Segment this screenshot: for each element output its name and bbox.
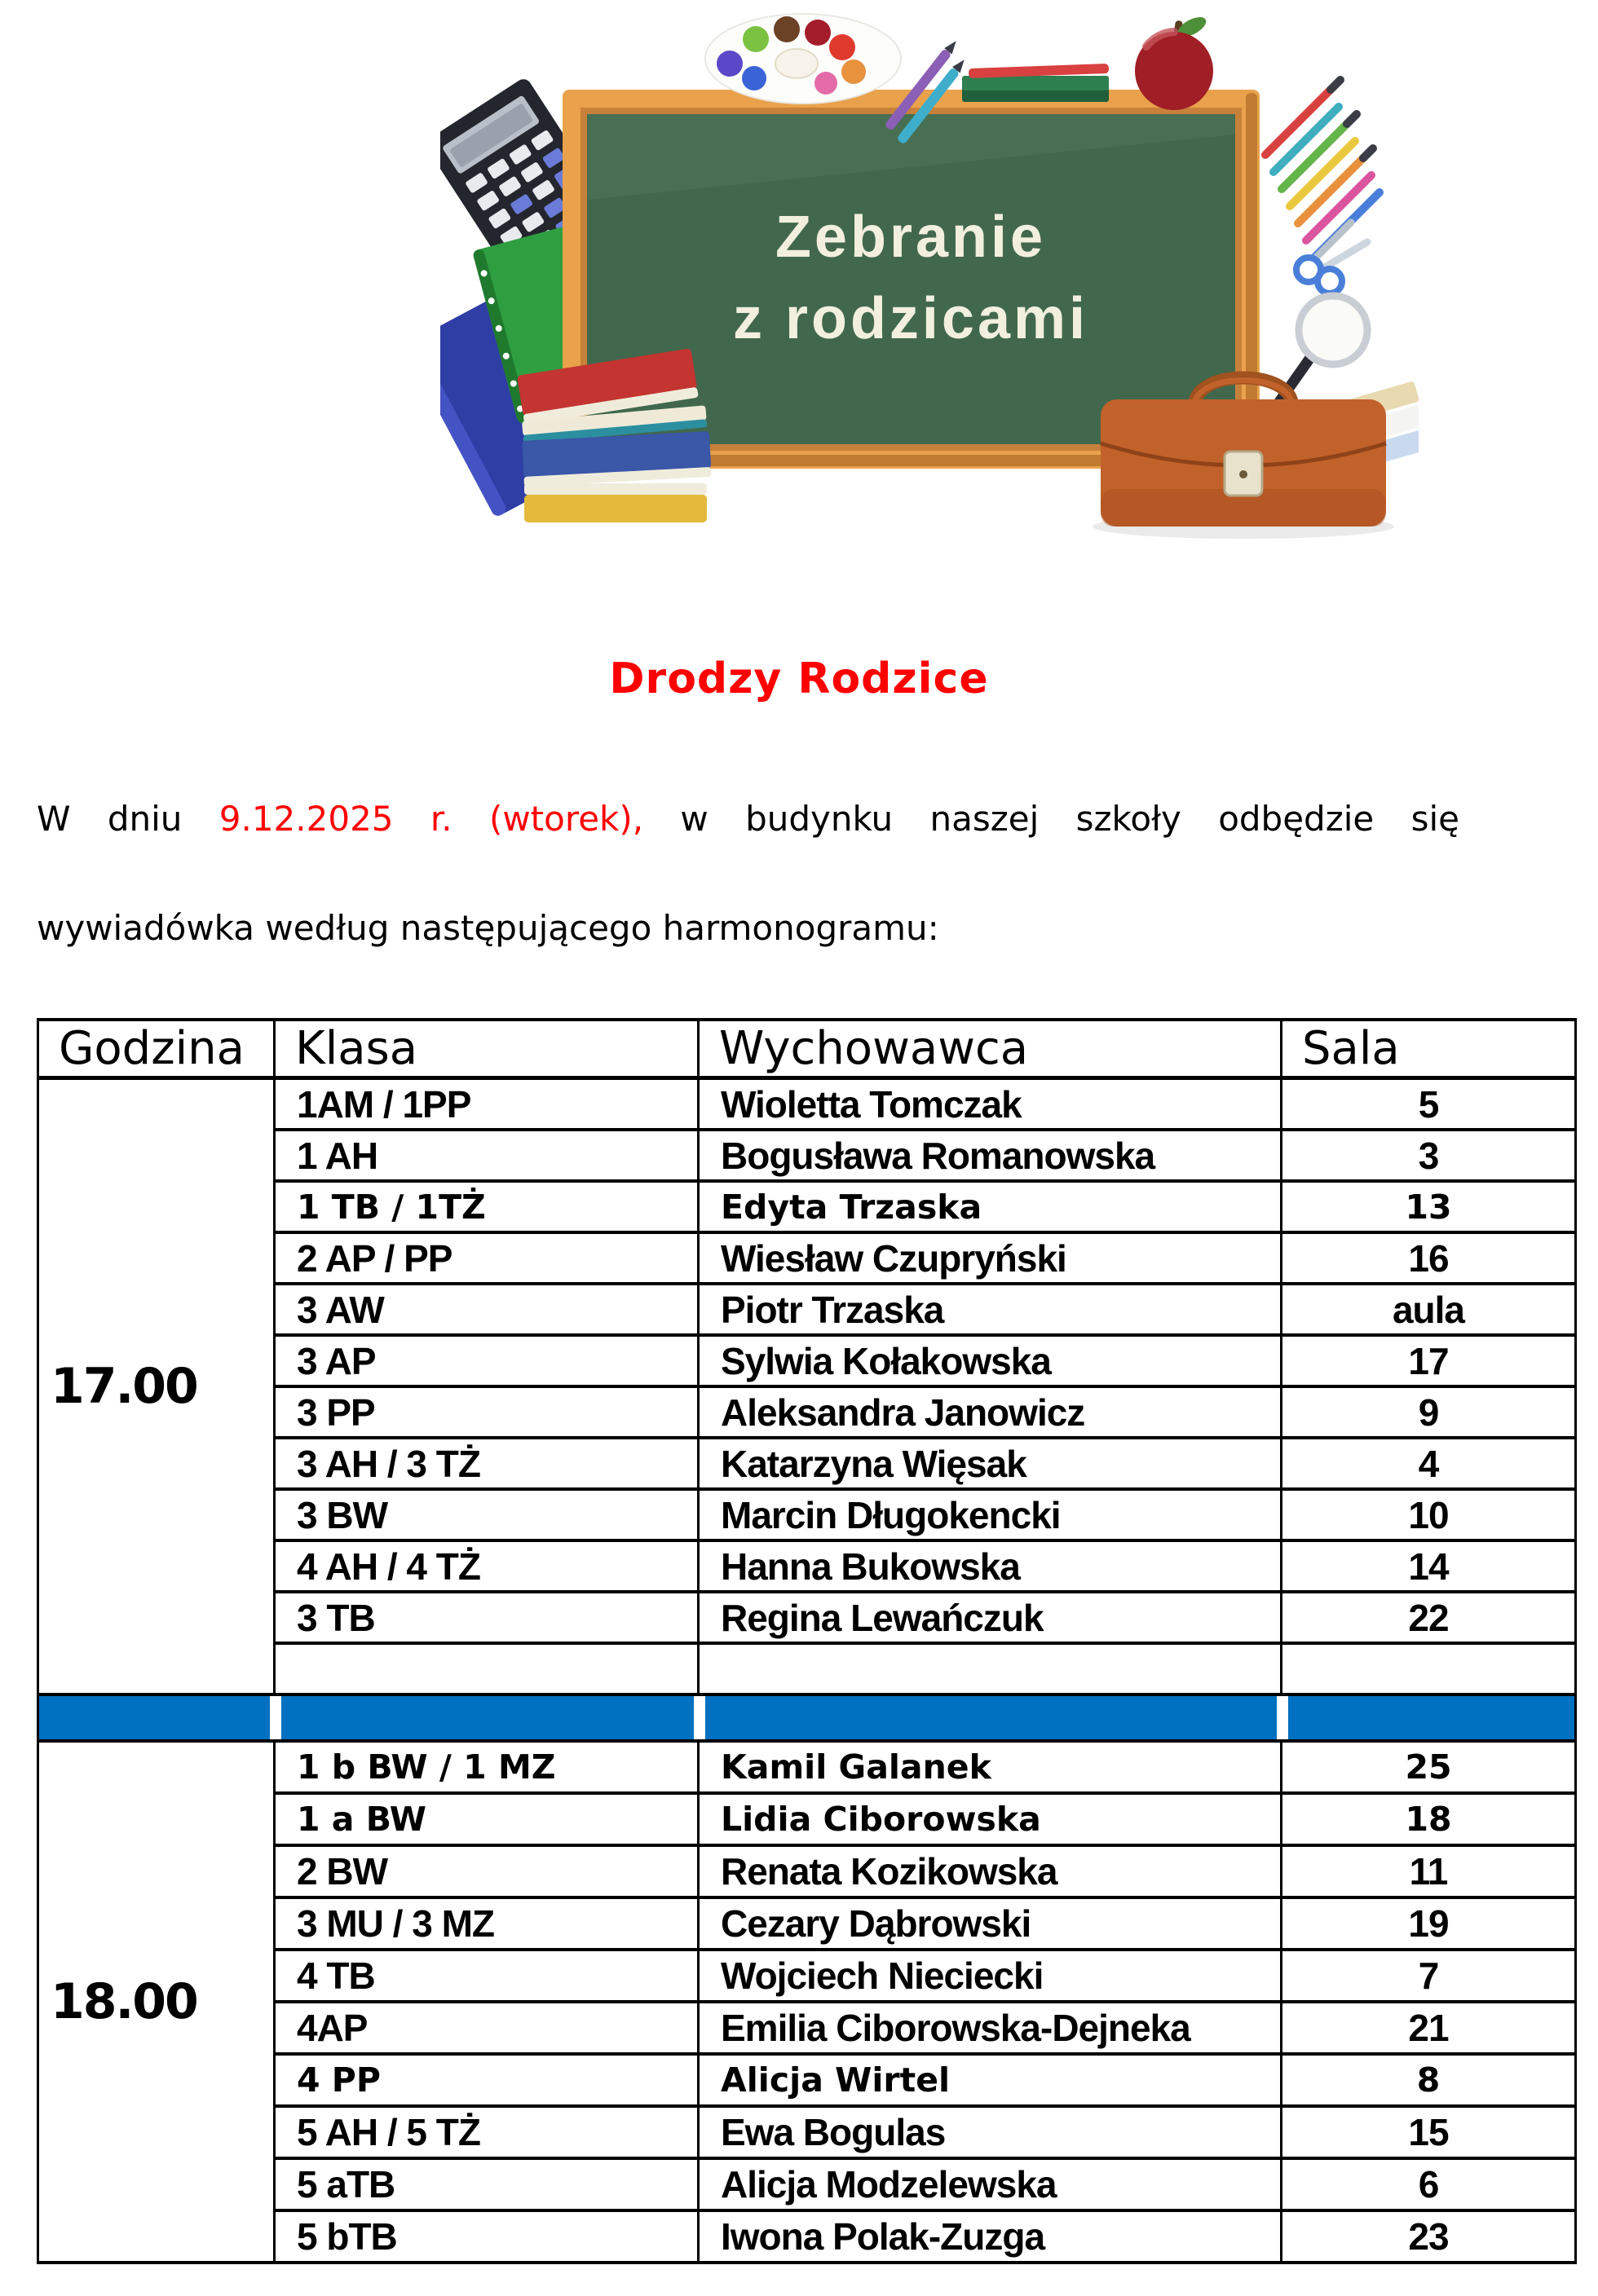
teacher-cell-label: Ewa Bogulas	[721, 2111, 946, 2153]
teacher-cell-label: Wioletta Tomczak	[721, 1082, 1022, 1126]
intro-line-1	[37, 765, 1459, 874]
colored-pencils-icon	[1265, 80, 1379, 258]
class-cell-label: 1AM / 1PP	[297, 1082, 471, 1126]
class-cell	[276, 1491, 700, 1542]
intro-line-2: wywiadówka według następującego harmonogramu:	[37, 908, 939, 948]
class-cell-label: 2 AP / PP	[297, 1236, 452, 1280]
time-cell-1800-label: 18.00	[51, 1973, 197, 2030]
teacher-cell	[700, 2108, 1282, 2160]
divider-cell	[700, 1696, 1282, 1743]
palette-icon	[705, 14, 901, 104]
class-cell	[276, 1131, 700, 1183]
intro-segment: w budynku naszej szkoły odbędzie się	[643, 799, 1459, 839]
teacher-cell	[700, 1795, 1282, 1847]
class-cell-label: 3 AW	[297, 1288, 384, 1331]
class-cell-label: 3 MU / 3 MZ	[297, 1902, 495, 1945]
room-cell-label: 3	[1418, 1134, 1439, 1177]
briefcase-icon	[1093, 378, 1394, 540]
room-cell-label: 18	[1405, 1800, 1452, 1839]
class-cell	[276, 1795, 700, 1847]
class-cell	[276, 1847, 700, 1899]
teacher-cell	[700, 1593, 1282, 1645]
time-cell-1800	[39, 1743, 276, 2264]
room-cell-label: 10	[1408, 1493, 1449, 1536]
teacher-cell-label: Alicja Wirtel	[721, 2060, 951, 2100]
class-cell	[276, 2108, 700, 2160]
board-title-line1: Zebranie	[775, 205, 1047, 270]
class-cell-label: 1 AH	[297, 1134, 378, 1177]
teacher-cell	[700, 1337, 1282, 1388]
room-cell	[1282, 1542, 1574, 1593]
class-cell	[276, 2160, 700, 2212]
room-cell-label: 15	[1408, 2111, 1449, 2153]
teacher-cell-label: Emilia Ciborowska-Dejneka	[721, 2007, 1190, 2049]
class-cell-label: 4 AH / 4 TŻ	[297, 1545, 480, 1588]
header-cell-wychowawca	[700, 1021, 1282, 1080]
room-cell	[1282, 2003, 1574, 2056]
schedule-table	[37, 1018, 1577, 2264]
teacher-cell-label: Renata Kozikowska	[721, 1850, 1057, 1893]
header-cell-wychowawca-label: Wychowawca	[719, 1022, 1029, 1075]
room-cell	[1282, 1951, 1574, 2003]
teacher-cell	[700, 1080, 1282, 1131]
class-cell-label: 4 PP	[297, 2060, 381, 2100]
header-cell-godzina	[39, 1021, 276, 1080]
room-cell-label: 9	[1418, 1390, 1439, 1434]
class-cell-label: 3 AP	[297, 1339, 376, 1382]
teacher-cell	[700, 1899, 1282, 1951]
teacher-cell-label: Lidia Ciborowska	[721, 1800, 1041, 1839]
room-cell-label: 6	[1418, 2163, 1439, 2206]
teacher-cell-label: Sylwia Kołakowska	[721, 1339, 1051, 1382]
teacher-cell	[700, 1743, 1282, 1795]
room-cell-label: 21	[1408, 2007, 1449, 2049]
teacher-cell	[700, 1491, 1282, 1542]
class-cell-label: 2 BW	[297, 1850, 387, 1893]
room-cell	[1282, 1183, 1574, 1234]
class-cell-label: 3 TB	[297, 1596, 375, 1639]
class-cell	[276, 1388, 700, 1439]
teacher-cell	[700, 1285, 1282, 1337]
teacher-cell	[700, 1847, 1282, 1899]
room-cell-label: 5	[1418, 1082, 1439, 1126]
class-cell	[276, 1439, 700, 1491]
class-cell-label: 5 bTB	[297, 2215, 397, 2258]
room-cell	[1282, 2212, 1574, 2264]
room-cell	[1282, 1743, 1574, 1795]
intro-segment: 9.12.2025 r. (wtorek),	[219, 799, 644, 839]
divider-cell	[1282, 1696, 1574, 1743]
room-cell-label: 8	[1416, 2060, 1441, 2100]
header-cell-klasa	[276, 1021, 700, 1080]
room-cell-label: 4	[1418, 1442, 1439, 1485]
room-cell	[1282, 1795, 1574, 1847]
room-cell	[1282, 1645, 1574, 1696]
room-cell-label: 14	[1408, 1545, 1449, 1588]
header-cell-godzina-label: Godzina	[59, 1022, 245, 1075]
class-cell	[276, 1951, 700, 2003]
intro-paragraph	[37, 765, 1459, 983]
room-cell-label: 7	[1418, 1954, 1439, 1997]
room-cell	[1282, 1847, 1574, 1899]
teacher-cell	[700, 1951, 1282, 2003]
class-cell	[276, 1899, 700, 1951]
class-cell-label: 3 BW	[297, 1493, 387, 1536]
room-cell-label: 22	[1408, 1596, 1449, 1639]
page-title: Drodzy Rodzice	[609, 654, 989, 703]
scissors-icon	[1296, 223, 1367, 293]
divider-cell	[39, 1696, 276, 1743]
time-cell-1700-label: 17.00	[51, 1358, 197, 1415]
room-cell-label: 16	[1408, 1236, 1449, 1280]
room-cell	[1282, 1337, 1574, 1388]
teacher-cell	[700, 2056, 1282, 2108]
room-cell	[1282, 2056, 1574, 2108]
apple-icon	[1135, 13, 1213, 110]
class-cell-label: 1 a BW	[297, 1800, 426, 1839]
room-cell-label: 23	[1408, 2215, 1449, 2258]
school-illustration	[440, 12, 1419, 542]
teacher-cell	[700, 2160, 1282, 2212]
class-cell	[276, 1234, 700, 1285]
header-cell-klasa-label: Klasa	[295, 1022, 418, 1075]
room-cell	[1282, 1491, 1574, 1542]
room-cell-label: 11	[1409, 1850, 1448, 1893]
room-cell	[1282, 1388, 1574, 1439]
teacher-cell	[700, 2003, 1282, 2056]
header-cell-sala-label: Sala	[1302, 1022, 1400, 1075]
teacher-cell-label: Marcin Długokencki	[721, 1493, 1061, 1536]
teacher-cell	[700, 1234, 1282, 1285]
teacher-cell-label: Alicja Modzelewska	[721, 2163, 1057, 2206]
class-cell	[276, 1337, 700, 1388]
header-cell-sala	[1282, 1021, 1574, 1080]
class-cell	[276, 2212, 700, 2264]
class-cell-label: 5 aTB	[297, 2163, 395, 2206]
teacher-cell-label: Piotr Trzaska	[721, 1288, 944, 1331]
teacher-cell-label: Edyta Trzaska	[721, 1187, 982, 1227]
intro-segment: W dniu	[37, 799, 219, 839]
room-cell-label: 25	[1405, 1747, 1452, 1787]
class-cell-label: 3 PP	[297, 1390, 375, 1434]
room-cell-label: 13	[1405, 1187, 1452, 1227]
class-cell	[276, 1542, 700, 1593]
class-cell	[276, 1183, 700, 1234]
class-cell-label: 4AP	[297, 2007, 368, 2049]
room-cell	[1282, 1899, 1574, 1951]
class-cell	[276, 1645, 700, 1696]
time-cell-1700	[39, 1080, 276, 1696]
class-cell	[276, 1743, 700, 1795]
room-cell	[1282, 2108, 1574, 2160]
class-cell-label: 3 AH / 3 TŻ	[297, 1442, 480, 1485]
teacher-cell	[700, 1645, 1282, 1696]
teacher-cell	[700, 1131, 1282, 1183]
class-cell	[276, 2056, 700, 2108]
room-cell	[1282, 2160, 1574, 2212]
teacher-cell	[700, 1388, 1282, 1439]
room-cell	[1282, 1080, 1574, 1131]
class-cell	[276, 1285, 700, 1337]
class-cell-label: 5 AH / 5 TŻ	[297, 2111, 480, 2153]
teacher-cell-label: Hanna Bukowska	[721, 1545, 1020, 1588]
room-cell-label: aula	[1392, 1288, 1465, 1331]
teacher-cell	[700, 1183, 1282, 1234]
teacher-cell-label: Aleksandra Janowicz	[721, 1390, 1085, 1434]
teacher-cell	[700, 1439, 1282, 1491]
room-cell	[1282, 1439, 1574, 1491]
class-cell	[276, 1593, 700, 1645]
teacher-cell-label: Regina Lewańczuk	[721, 1596, 1044, 1639]
teacher-cell	[700, 1542, 1282, 1593]
teacher-cell-label: Bogusława Romanowska	[721, 1134, 1155, 1177]
teacher-cell-label: Cezary Dąbrowski	[721, 1902, 1031, 1945]
chalk-eraser-icon	[962, 64, 1109, 102]
room-cell-label: 19	[1408, 1902, 1449, 1945]
teacher-cell-label: Katarzyna Więsak	[721, 1442, 1026, 1485]
class-cell	[276, 1080, 700, 1131]
divider-cell	[276, 1696, 700, 1743]
magnifier-icon	[1279, 296, 1367, 402]
books-icon	[517, 348, 712, 522]
room-cell-label: 17	[1408, 1339, 1449, 1382]
class-cell	[276, 2003, 700, 2056]
teacher-cell-label: Wojciech Nieciecki	[721, 1954, 1044, 1997]
room-cell	[1282, 1285, 1574, 1337]
room-cell	[1282, 1593, 1574, 1645]
class-cell-label: 1 TB / 1TŻ	[297, 1187, 486, 1227]
teacher-cell-label: Kamil Galanek	[721, 1747, 991, 1787]
board-title-line2: z rodzicami	[732, 286, 1089, 351]
class-cell-label: 1 b BW / 1 MZ	[297, 1747, 556, 1787]
class-cell-label: 4 TB	[297, 1954, 375, 1997]
teacher-cell	[700, 2212, 1282, 2264]
room-cell	[1282, 1234, 1574, 1285]
teacher-cell-label: Iwona Polak-Zuzga	[721, 2215, 1045, 2258]
teacher-cell-label: Wiesław Czupryński	[721, 1236, 1066, 1280]
room-cell	[1282, 1131, 1574, 1183]
